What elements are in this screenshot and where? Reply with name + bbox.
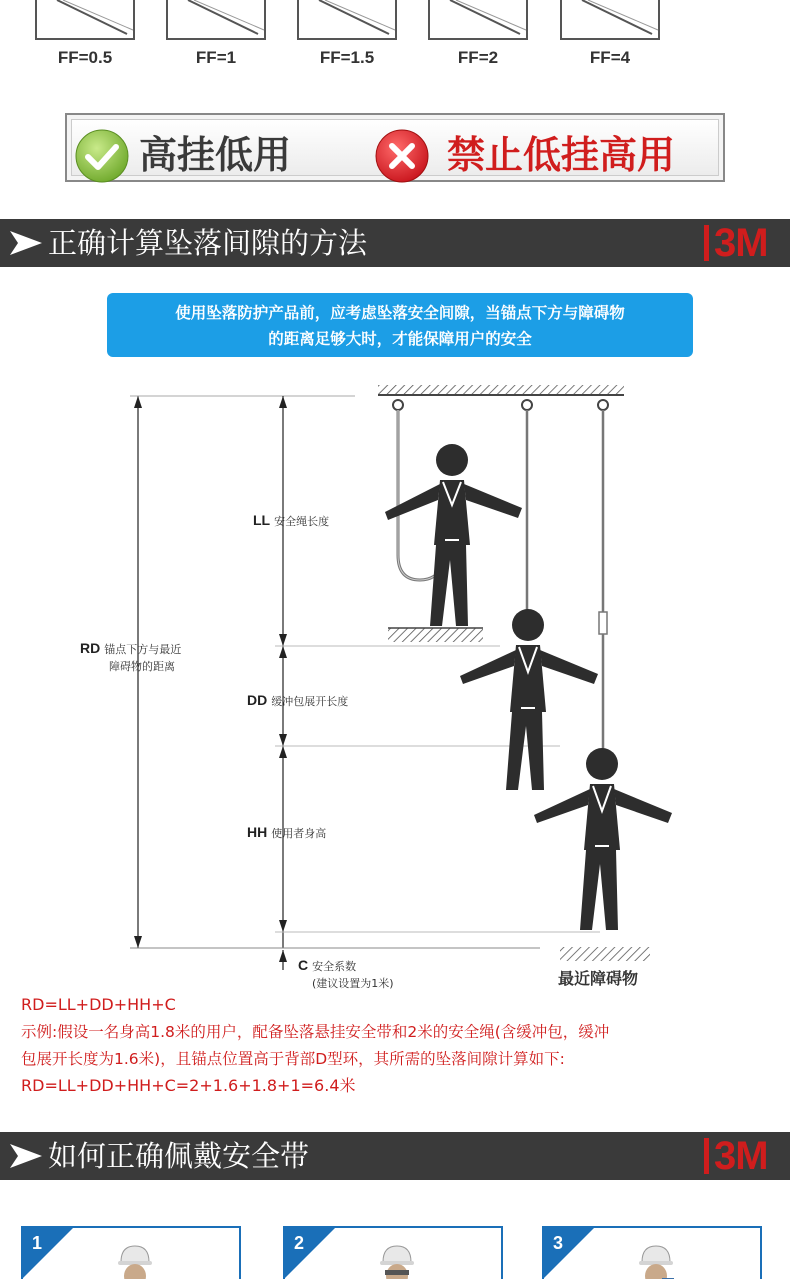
step-card xyxy=(542,1226,762,1279)
worker-figure-standing xyxy=(385,444,522,626)
rd-arrow-bottom xyxy=(134,936,142,948)
example-text-line: 示例:假设一名身高1.8米的用户，配备坠落悬挂安全带和2米的安全绳(含缓冲包，缓冲 xyxy=(21,1023,610,1041)
hh-code: HH xyxy=(247,824,268,840)
ll-label xyxy=(253,512,329,529)
fall-factor-diagram xyxy=(35,0,135,40)
step-number-badge xyxy=(23,1228,73,1278)
c-note: (建议设置为1米) xyxy=(312,977,394,990)
fall-factor-label: FF=0.5 xyxy=(57,48,113,67)
c-label xyxy=(298,957,356,974)
formula-line: RD=LL+DD+HH+C xyxy=(21,995,176,1014)
ll-text: 安全绳长度 xyxy=(274,515,330,528)
ceiling-anchor-beam xyxy=(378,385,624,395)
standing-platform xyxy=(388,628,483,642)
hh-text: 使用者身高 xyxy=(271,827,327,840)
rd-text: 锚点下方与最近 xyxy=(104,643,182,656)
brand-logo: 3M xyxy=(714,1134,768,1178)
dd-arrow-top xyxy=(279,646,287,658)
step-card xyxy=(21,1226,241,1279)
dd-code: DD xyxy=(247,692,268,708)
good-practice-text: 高挂低用 xyxy=(139,133,292,177)
x-circle-icon xyxy=(373,127,431,185)
dd-label xyxy=(247,692,348,709)
check-circle-icon xyxy=(73,127,131,185)
arrow-right-icon xyxy=(10,1144,42,1168)
worker-helmet-icon xyxy=(377,1240,417,1279)
section-title: 正确计算坠落间隙的方法 xyxy=(48,226,368,260)
fall-clearance-diagram xyxy=(0,375,790,995)
worker-helmet-icon xyxy=(115,1240,155,1279)
arrow-right-icon xyxy=(10,231,42,255)
rd-text-continued: 障碍物的距离 xyxy=(109,660,175,673)
c-text: 安全系数 xyxy=(312,960,357,973)
fall-factor-diagram-lines xyxy=(37,0,137,40)
c-arrow-top xyxy=(279,950,287,962)
ll-arrow-bottom xyxy=(279,634,287,646)
fall-factor-label: FF=1 xyxy=(195,48,237,67)
fall-factor-diagram xyxy=(166,0,266,40)
callout-line: 使用坠落防护产品前，应考虑坠落安全间隙，当锚点下方与障碍物 xyxy=(175,304,625,322)
worker-figure-deployed xyxy=(534,748,672,930)
rd-arrow-top xyxy=(134,396,142,408)
section-header-fall-clearance xyxy=(0,219,790,267)
section-title: 如何正确佩戴安全带 xyxy=(48,1139,310,1173)
nearest-obstacle-label: 最近障碍物 xyxy=(558,969,639,988)
anchor-ring-icon xyxy=(598,400,608,410)
step-number: 2 xyxy=(294,1233,305,1253)
step-number-badge xyxy=(285,1228,335,1278)
ll-arrow-top xyxy=(279,396,287,408)
example-text-line: 包展开长度为1.6米)，且锚点位置高于背部D型环，其所需的坠落间隙计算如下: xyxy=(21,1050,565,1068)
step-number-badge xyxy=(544,1228,594,1278)
section-header-wearing-guide xyxy=(0,1132,790,1180)
result-formula-line: RD=LL+DD+HH+C=2+1.6+1.8+1=6.4米 xyxy=(21,1076,356,1095)
dd-arrow-bottom xyxy=(279,734,287,746)
fall-factor-diagram-lines xyxy=(430,0,530,40)
anchor-ring-icon xyxy=(393,400,403,410)
hh-arrow-top xyxy=(279,746,287,758)
anchor-ring-icon xyxy=(522,400,532,410)
ll-code: LL xyxy=(253,512,271,528)
rd-label xyxy=(80,640,181,657)
fall-factor-diagram-lines xyxy=(168,0,268,40)
hh-label xyxy=(247,824,326,841)
step-number: 3 xyxy=(553,1233,564,1253)
dd-text: 缓冲包展开长度 xyxy=(271,695,349,708)
clearance-callout xyxy=(107,293,693,357)
bad-practice-text: 禁止低挂高用 xyxy=(447,133,676,177)
brand-divider xyxy=(704,1138,709,1174)
fall-factor-label: FF=4 xyxy=(589,48,631,67)
fall-factor-label: FF=1.5 xyxy=(319,48,375,67)
step-number: 1 xyxy=(32,1233,43,1253)
rd-code: RD xyxy=(80,640,101,656)
nearest-obstacle-block xyxy=(560,947,650,961)
fall-factor-diagram xyxy=(297,0,397,40)
worker-helmet-icon xyxy=(636,1240,676,1279)
callout-line: 的距离足够大时，才能保障用户的安全 xyxy=(268,330,532,348)
fall-factor-diagram xyxy=(428,0,528,40)
step-card xyxy=(283,1226,503,1279)
hh-arrow-bottom xyxy=(279,920,287,932)
fall-factor-diagram xyxy=(560,0,660,40)
c-code: C xyxy=(298,957,309,973)
brand-logo: 3M xyxy=(714,221,768,265)
usage-rule-banner xyxy=(65,113,725,182)
energy-absorber-pack xyxy=(599,612,607,634)
fall-factor-diagram-lines xyxy=(562,0,662,40)
fall-factor-diagram-lines xyxy=(299,0,399,40)
fall-factor-label: FF=2 xyxy=(457,48,499,67)
brand-divider xyxy=(704,225,709,261)
